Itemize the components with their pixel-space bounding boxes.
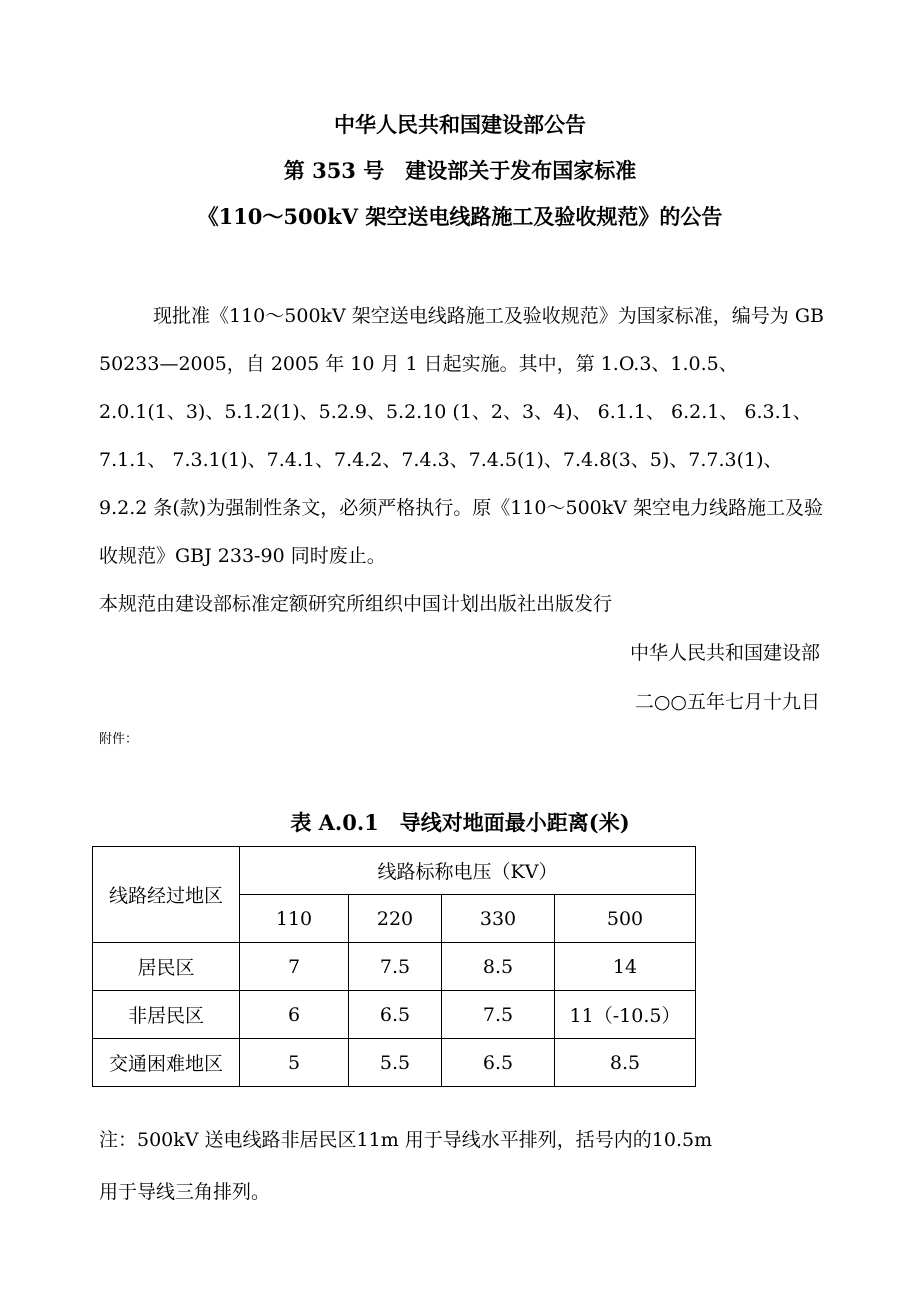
value-cell: 8.5 bbox=[555, 1039, 696, 1087]
announcement-subject: 《110～500kV 架空送电线路施工及验收规范》的公告 bbox=[197, 204, 723, 229]
area-cell: 居民区 bbox=[93, 943, 240, 991]
row-header-cell: 线路经过地区 bbox=[93, 847, 240, 943]
announcement-title: 中华人民共和国建设部公告 bbox=[334, 112, 586, 137]
value-cell: 8.5 bbox=[442, 943, 555, 991]
value-cell: 5 bbox=[240, 1039, 349, 1087]
table-caption: 表 A.0.1 导线对地面最小距离(米) bbox=[290, 810, 630, 835]
table-row bbox=[93, 991, 696, 1039]
attachment-label: 附件： bbox=[99, 732, 139, 747]
voltage-header-cell: 500 bbox=[555, 895, 696, 943]
voltage-group-header: 线路标称电压（KV） bbox=[240, 847, 696, 895]
table-row bbox=[93, 943, 696, 991]
issue-date: 二○○五年七月十九日 bbox=[634, 691, 820, 713]
table-note: 注：500kV 送电线路非居民区11m 用于导线水平排列，括号内的10.5m 用于导线三角排列。 bbox=[99, 1129, 713, 1203]
value-cell: 7.5 bbox=[349, 943, 442, 991]
value-cell: 5.5 bbox=[349, 1039, 442, 1087]
value-cell: 6.5 bbox=[442, 1039, 555, 1087]
value-cell: 6 bbox=[240, 991, 349, 1039]
table-row bbox=[93, 1039, 696, 1087]
voltage-header-cell: 330 bbox=[442, 895, 555, 943]
voltage-header-cell: 110 bbox=[240, 895, 349, 943]
value-cell: 7 bbox=[240, 943, 349, 991]
announcement-number: 第 353 号 建设部关于发布国家标准 bbox=[283, 158, 637, 183]
area-cell: 非居民区 bbox=[93, 991, 240, 1039]
area-cell: 交通困难地区 bbox=[93, 1039, 240, 1087]
table-header-row bbox=[93, 847, 696, 895]
value-cell: 11（-10.5） bbox=[555, 991, 696, 1039]
signature: 中华人民共和国建设部 bbox=[629, 642, 820, 664]
body-paragraph: 现批准《110～500kV 架空送电线路施工及验收规范》为国家标准，编号为 GB 50233—2005，自 2005 年 10 月 1 日起实施。其中，第 1.O.3、1.0.5、2.0.1(1、3)、5.1.2(1)、5.2.9、5.2.10 (1、2、3、4)、 6.1.1、 6.2.1、 6.3.1、7.1.1、 7.3.1(1)、7.4.1、7.4.2、7.4.3、7.4.5(1)、7.4.8(3、5)、7.7.3(1)、9.2.2 条(款)为强制性条文，必须严格执行。原《110～500kV 架空电力线路施工及验收规范》GBJ 233-90 同时废止。 bbox=[99, 305, 824, 567]
value-cell: 6.5 bbox=[349, 991, 442, 1039]
voltage-header-cell: 220 bbox=[349, 895, 442, 943]
value-cell: 7.5 bbox=[442, 991, 555, 1039]
value-cell: 14 bbox=[555, 943, 696, 991]
publisher-paragraph: 本规范由建设部标准定额研究所组织中国计划出版社出版发行 bbox=[99, 593, 613, 615]
clearance-table bbox=[92, 846, 696, 1087]
